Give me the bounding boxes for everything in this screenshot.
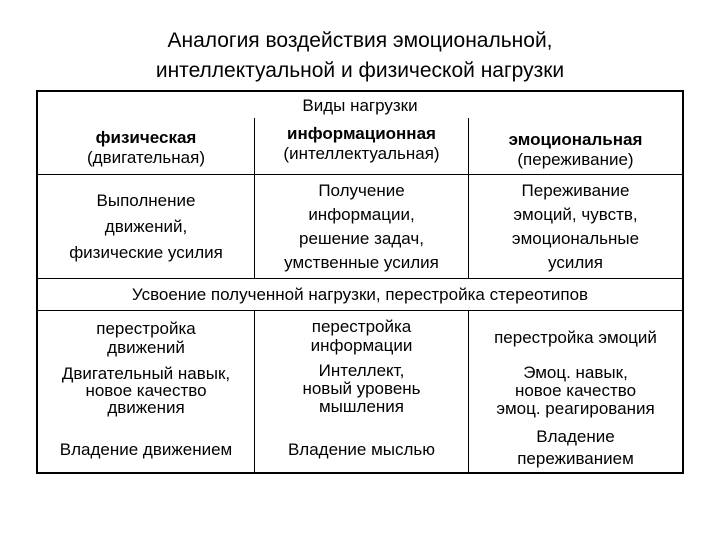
mastery-cell-informational: Владение мыслью: [287, 440, 436, 459]
title-line-2: интеллектуальной и физической нагрузки: [155, 59, 565, 82]
mastery-cell-physical: Владение движением: [59, 440, 233, 459]
restructure-cell-emotional: перестройка эмоций: [494, 328, 657, 347]
divider-after-span-row: [38, 310, 682, 311]
skill-cell-physical: Двигательный навык, новое качество движения: [61, 363, 231, 417]
column-header-informational: [255, 120, 468, 168]
column-name: физическая: [95, 128, 197, 147]
mastery-cell-emotional: Владение переживанием: [517, 427, 634, 468]
effort-cell-informational: Получение информации, решение задач, умственные усилия: [284, 181, 439, 272]
effort-cell-physical: Выполнение движений, физические усилия: [69, 191, 223, 262]
assimilation-row: Усвоение полученной нагрузки, перестройка стереотипов: [131, 284, 589, 304]
column-header-physical: [38, 122, 254, 174]
column-name: информационная: [287, 124, 436, 143]
restructure-cell-physical: перестройка движений: [96, 319, 196, 357]
column-subtitle: (переживание): [517, 150, 634, 169]
column-name: эмоциональная: [508, 130, 643, 149]
comparison-table: [36, 90, 684, 474]
effort-cell-emotional: Переживание эмоций, чувств, эмоциональные усилия: [511, 181, 640, 272]
skill-cell-emotional: Эмоц. навык, новое качество эмоц. реагирования: [496, 363, 655, 418]
group-header: Виды нагрузки: [302, 96, 418, 115]
page-title: [0, 26, 720, 86]
column-subtitle: (интеллектуальная): [283, 144, 440, 163]
column-header-emotional: [469, 124, 682, 176]
column-subtitle: (двигательная): [87, 148, 205, 167]
skill-cell-informational: Интеллект, новый уровень мышления: [302, 361, 421, 416]
restructure-cell-informational: перестройка информации: [310, 317, 413, 355]
title-line-1: Аналогия воздействия эмоциональной,: [167, 29, 553, 52]
